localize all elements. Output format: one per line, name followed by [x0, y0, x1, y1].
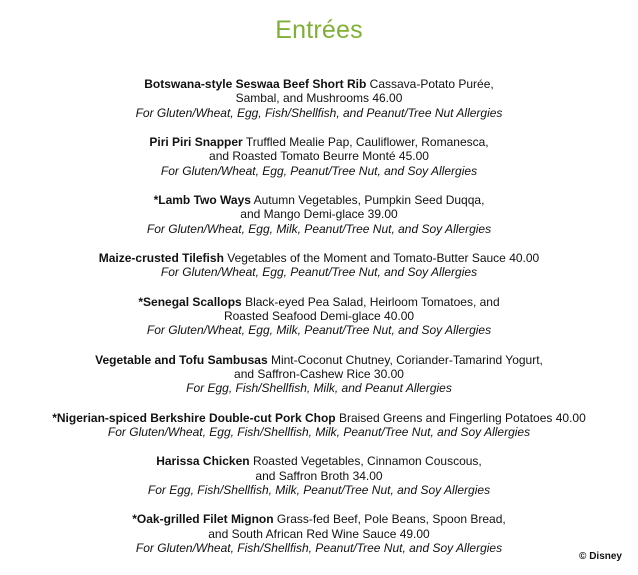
item-name: Botswana-style Seswaa Beef Short Rib — [144, 77, 367, 91]
item-allergy-note: For Gluten/Wheat, Fish/Shellfish, Peanut/Tree Nut, and Soy Allergies — [135, 541, 503, 556]
item-name: *Oak-grilled Filet Mignon — [132, 512, 274, 527]
item-name: Maize-crusted Tilefish — [98, 251, 224, 266]
item-description-continued: and Saffron Broth 34.00 — [255, 468, 383, 483]
item-name: Harissa Chicken — [156, 454, 250, 469]
item-description-continued: and Saffron-Cashew Rice 30.00 — [234, 367, 404, 382]
item-first-line — [0, 295, 638, 309]
item-allergy-note: For Egg, Fish/Shellfish, Milk, and Peanut Allergies — [186, 381, 452, 396]
item-description: Black-eyed Pea Salad, Heirloom Tomatoes, and — [241, 294, 500, 309]
item-name: Vegetable and Tofu Sambusas — [95, 352, 268, 367]
item-description-continued: Sambal, and Mushrooms 46.00 — [235, 91, 403, 106]
menu-item — [0, 295, 638, 338]
item-description: Grass-fed Beef, Pole Beans, Spoon Bread, — [273, 512, 506, 527]
item-name: *Nigerian-spiced Berkshire Double-cut Pork Chop — [52, 410, 336, 425]
menu-item — [0, 512, 638, 555]
menu-item — [0, 77, 638, 120]
item-description: Cassava-Potato Purée, — [366, 77, 494, 91]
menu-item — [0, 454, 638, 497]
menu-list — [0, 77, 638, 570]
item-allergy-note: For Gluten/Wheat, Egg, Milk, Peanut/Tree Nut, and Soy Allergies — [146, 323, 492, 338]
menu-item — [0, 411, 638, 440]
item-first-line — [0, 77, 638, 91]
item-first-line — [0, 251, 638, 265]
item-name: *Senegal Scallops — [138, 294, 242, 309]
copyright-notice: © Disney — [579, 551, 622, 562]
menu-item — [0, 135, 638, 178]
item-first-line — [0, 135, 638, 149]
item-allergy-note: For Gluten/Wheat, Egg, Peanut/Tree Nut, and Soy Allergies — [160, 265, 478, 280]
item-allergy-note: For Gluten/Wheat, Egg, Fish/Shellfish, Milk, Peanut/Tree Nut, and Soy Allergies — [107, 425, 531, 440]
menu-item — [0, 193, 638, 236]
item-description: Braised Greens and Fingerling Potatoes 40.00 — [335, 410, 586, 425]
item-description-continued: Roasted Seafood Demi-glace 40.00 — [223, 309, 415, 324]
item-description-continued: and South African Red Wine Sauce 49.00 — [208, 526, 430, 541]
item-first-line — [0, 512, 638, 526]
page-title: Entrées — [275, 16, 363, 44]
item-description: Roasted Vegetables, Cinnamon Couscous, — [249, 454, 482, 469]
item-allergy-note: For Gluten/Wheat, Egg, Milk, Peanut/Tree Nut, and Soy Allergies — [146, 221, 492, 236]
item-description: Vegetables of the Moment and Tomato-Butter Sauce 40.00 — [223, 251, 540, 266]
item-allergy-note: For Egg, Fish/Shellfish, Milk, Peanut/Tree Nut, and Soy Allergies — [147, 483, 491, 498]
item-first-line — [0, 353, 638, 367]
item-description-continued: and Mango Demi-glace 39.00 — [240, 207, 398, 222]
item-name: Piri Piri Snapper — [149, 135, 243, 150]
item-name: *Lamb Two Ways — [153, 193, 251, 208]
item-allergy-note: For Gluten/Wheat, Egg, Fish/Shellfish, and Peanut/Tree Nut Allergies — [135, 105, 503, 120]
item-description: Truffled Mealie Pap, Cauliflower, Romanesca, — [242, 135, 489, 150]
item-description-continued: and Roasted Tomato Beurre Monté 45.00 — [209, 149, 429, 164]
item-allergy-note: For Gluten/Wheat, Egg, Peanut/Tree Nut, and Soy Allergies — [160, 163, 478, 178]
item-first-line — [0, 454, 638, 468]
item-first-line — [0, 411, 638, 425]
item-first-line — [0, 193, 638, 207]
menu-item — [0, 353, 638, 396]
menu-item — [0, 251, 638, 280]
item-description: Mint-Coconut Chutney, Coriander-Tamarind Yogurt, — [267, 352, 543, 367]
item-description: Autumn Vegetables, Pumpkin Seed Duqqa, — [250, 193, 485, 208]
